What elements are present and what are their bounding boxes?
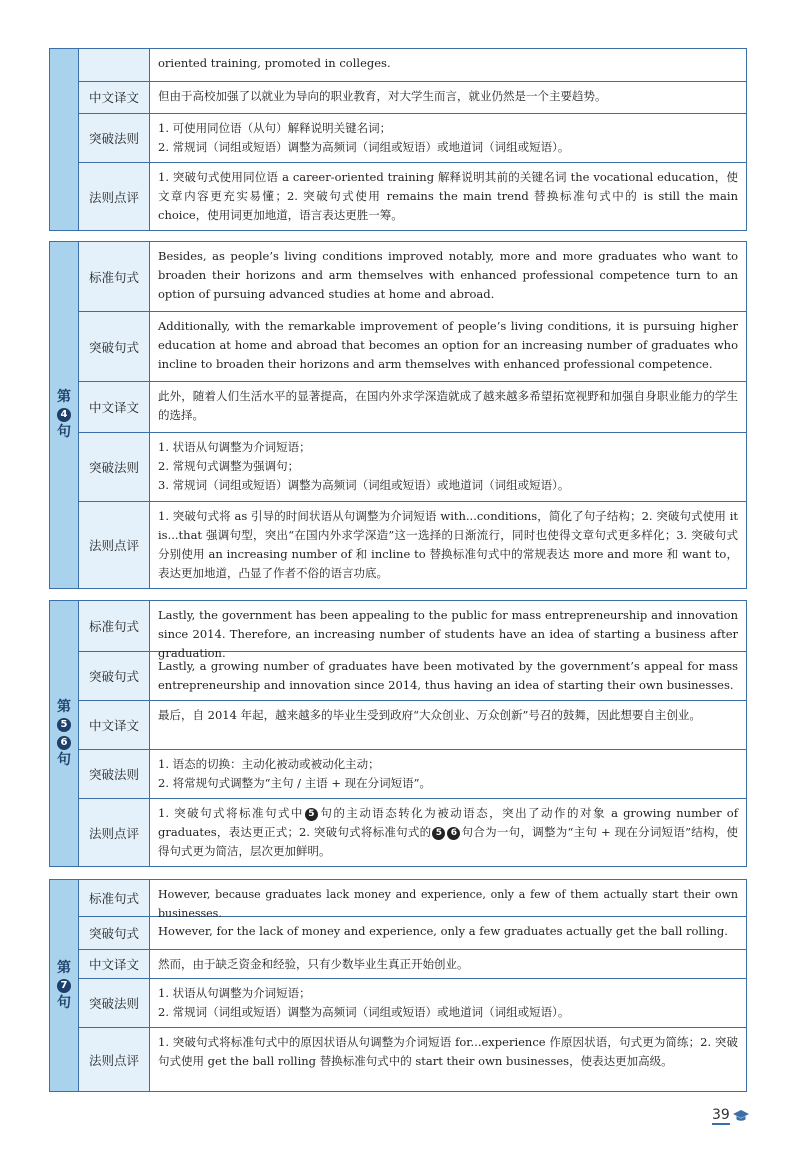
content-line: 2. 常规句式调整为强调句； (158, 459, 300, 473)
row-commentary (79, 1028, 746, 1091)
content-line: 2. 常规词（词组或短语）调整为高频词（词组或短语）或地道词（词组或短语）。 (158, 140, 570, 154)
row-label: 突破句式 (79, 652, 150, 700)
row-continuation (79, 49, 746, 82)
row-content (150, 433, 746, 501)
content-text: 句的主动语态转化为被动语态，突出了动作的对象 a growing number of graduates，表达更正式；2. 突破句式将标准句式的 (158, 806, 738, 839)
row-content (150, 502, 746, 588)
block-rows (79, 49, 746, 230)
row-label: 法则点评 (79, 502, 150, 588)
row-label: 突破法则 (79, 750, 150, 798)
side-char: 句 (57, 994, 71, 1011)
content-line: Lastly, the government has been appealing to the public for mass entrepreneurship and innovation since 2014. Therefore, an increasing number of students have an idea of starting a business after graduation. (158, 608, 738, 660)
row-commentary (79, 502, 746, 588)
content-line: 1. 可使用同位语（从句）解释说明关键名词； (158, 121, 392, 135)
row-breakthrough (79, 917, 746, 950)
row-label (79, 49, 150, 81)
sentence-number-badge: 6 (447, 827, 460, 840)
row-content (150, 652, 746, 700)
row-label: 标准句式 (79, 880, 150, 916)
row-label: 中文译文 (79, 382, 150, 432)
side-char: 句 (57, 424, 71, 440)
row-label: 法则点评 (79, 799, 150, 866)
row-content (150, 312, 746, 381)
content-line: 最后，自 2014 年起，越来越多的毕业生受到政府“大众创业、万众创新”号召的鼓舞，因此想要自主创业。 (158, 708, 701, 722)
row-label: 中文译文 (79, 701, 150, 749)
block-sentence-3-cont (49, 48, 747, 231)
content-line: 1. 状语从句调整为介词短语； (158, 440, 311, 454)
content-line: However, because graduates lack money and experience, only a few of them actually start their own businesses. (158, 888, 738, 920)
block-sentence-4 (49, 241, 747, 589)
row-content (150, 601, 746, 660)
row-label: 突破法则 (79, 433, 150, 501)
row-label: 突破法则 (79, 979, 150, 1027)
content-line: 1. 突破句式将 as 引导的时间状语从句调整为介词短语 with...conditions，简化了句子结构；2. 突破句式使用 it is...that 强调句型，突出“在国内外求学深造”这一选择的日渐流行，同时也使得文章句式更多样化；3. 突破句式分别使用 an increasing number of 和 incline to 替换标准句式中的常规表达 more and more 和 want to，表达更加地道，凸显了作者不俗的语言功底。 (158, 509, 738, 580)
row-translation (79, 950, 746, 979)
row-label: 中文译文 (79, 82, 150, 114)
row-label: 突破句式 (79, 312, 150, 381)
row-standard (79, 601, 746, 660)
block-rows (79, 601, 746, 866)
row-label: 突破句式 (79, 917, 150, 949)
block-side-label (50, 601, 79, 866)
row-rules (79, 433, 746, 502)
content-line: 1. 突破句式将标准句式中的原因状语从句调整为介词短语 for...experience 作原因状语，句式更为简练；2. 突破句式使用 get the ball rolling 替换标准句式中的 start their own businesses，使表达更加高级。 (158, 1035, 738, 1068)
row-label: 突破法则 (79, 114, 150, 162)
page-number: 39 (712, 1107, 730, 1123)
row-breakthrough (79, 652, 746, 701)
block-rows (79, 880, 746, 1091)
row-content (150, 49, 746, 81)
row-label: 法则点评 (79, 163, 150, 230)
row-label: 中文译文 (79, 950, 150, 978)
sentence-number-badge: 4 (57, 408, 71, 422)
block-side-label (50, 880, 79, 1091)
sentence-number-badge: 5 (432, 827, 445, 840)
block-rows (79, 242, 746, 588)
content-line: 但由于高校加强了以就业为导向的职业教育，对大学生而言，就业仍然是一个主要趋势。 (158, 88, 607, 103)
content-line: However, for the lack of money and experience, only a few graduates actually get the ball rolling. (158, 924, 728, 938)
block-sentence-5-6 (49, 600, 747, 867)
row-standard (79, 880, 746, 920)
content-line: 然而，由于缺乏资金和经验，只有少数毕业生真正开始创业。 (158, 957, 469, 971)
content-line: 1. 状语从句调整为介词短语； (158, 986, 311, 1000)
row-content (150, 701, 746, 749)
content-line: 1. 语态的切换：主动化被动或被动化主动； (158, 757, 380, 771)
row-content (150, 750, 746, 798)
sentence-number-badge: 7 (57, 979, 71, 993)
content-text: 1. 突破句式将标准句式中 (158, 806, 304, 820)
row-standard (79, 242, 746, 312)
row-content (150, 799, 746, 866)
row-content (150, 1028, 746, 1091)
graduation-cap-icon (733, 1109, 749, 1123)
sentence-number-badge: 5 (305, 808, 318, 821)
sentence-number-badge: 6 (57, 736, 71, 750)
content-line: Additionally, with the remarkable improvement of people’s living conditions, it is pursuing higher education at home and abroad that becomes an option for an increasing number of graduates who incline to broaden their horizons and arm themselves with enhanced professional competence. (158, 319, 738, 371)
sentence-number-badge: 5 (57, 718, 71, 732)
content-line: 2. 将常规句式调整为“主句 / 主语 + 现在分词短语”。 (158, 776, 432, 790)
row-rules (79, 750, 746, 799)
row-content (150, 114, 746, 162)
content-line: 2. 常规词（词组或短语）调整为高频词（词组或短语）或地道词（词组或短语）。 (158, 1005, 570, 1019)
row-translation (79, 382, 746, 433)
side-char: 第 (57, 698, 71, 715)
row-content (150, 979, 746, 1027)
row-content (150, 82, 746, 114)
content-line: 1. 突破句式使用同位语 a career-oriented training 解释说明其前的关键名词 the vocational education，使文章内容更充实易懂；2. 突破句式使用 remains the main trend 替换标准句式中的 is still the main choice，使用词更加地道，语言表达更胜一筹。 (158, 170, 738, 222)
content-line: Lastly, a growing number of graduates have been motivated by the government’s appeal for mass entrepreneurship and innovation since 2014, thus having an idea of starting their own businesses. (158, 659, 738, 692)
content-line: Besides, as people’s living conditions improved notably, more and more graduates who want to broaden their horizons and arm themselves with enhanced professional competence turn to an option of pursuing advanced studies at home and abroad. (158, 249, 738, 301)
side-char: 第 (57, 959, 71, 976)
block-side-label (50, 49, 79, 230)
row-label: 标准句式 (79, 601, 150, 651)
row-content (150, 163, 746, 230)
row-label: 法则点评 (79, 1028, 150, 1091)
row-commentary (79, 799, 746, 866)
row-translation (79, 701, 746, 750)
row-breakthrough (79, 312, 746, 382)
content-line: 3. 常规词（词组或短语）调整为高频词（词组或短语）或地道词（词组或短语）。 (158, 478, 570, 492)
row-content (150, 880, 746, 920)
row-content (150, 382, 746, 432)
side-char: 第 (57, 389, 71, 405)
content-line: 此外，随着人们生活水平的显著提高，在国内外求学深造就成了越来越多希望拓宽视野和加强自身职业能力的学生的选择。 (158, 389, 738, 422)
content-line: oriented training, promoted in colleges. (158, 56, 391, 70)
block-sentence-7 (49, 879, 747, 1092)
row-label: 标准句式 (79, 242, 150, 311)
side-char: 句 (57, 751, 71, 768)
row-content (150, 242, 746, 311)
row-content (150, 950, 746, 978)
row-rules (79, 979, 746, 1028)
row-translation (79, 82, 746, 115)
row-content (150, 917, 746, 949)
block-side-label (50, 242, 79, 588)
row-commentary (79, 163, 746, 230)
row-rules (79, 114, 746, 163)
content-text: 句合为一句，调整为“主句 + 现在分词短语”结构，使得句式更为简洁，层次更加鲜明。 (158, 825, 739, 858)
